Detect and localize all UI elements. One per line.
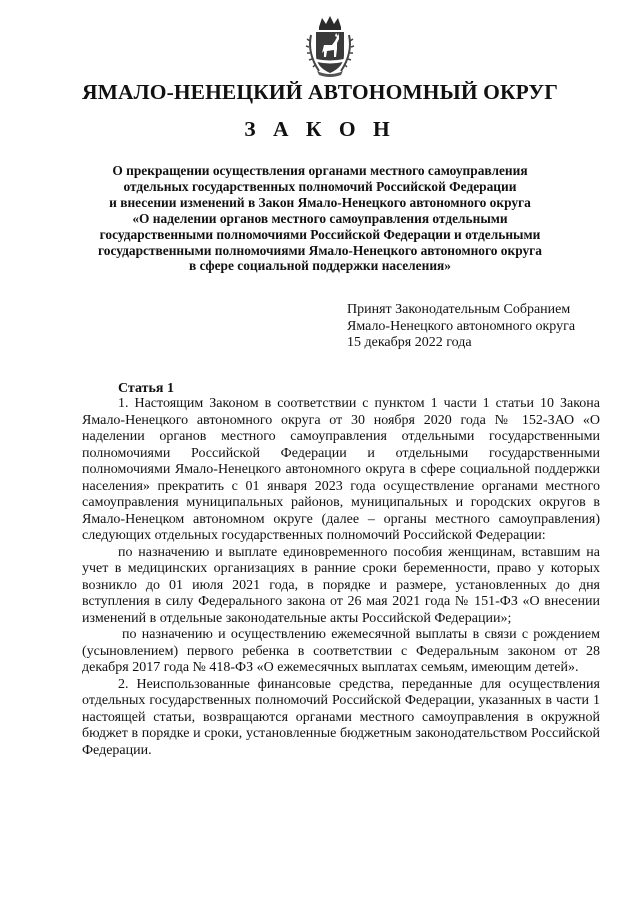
law-title-line: отдельных государственных полномочий Российской Федерации	[123, 178, 517, 194]
law-title-line: и внесении изменений в Закон Ямало-Ненецкого автономного округа	[109, 194, 531, 210]
article-paragraph: по назначению и осуществлению ежемесячной выплаты в связи с рождением (усыновлением) первого ребенка в соответствии с Федеральным законом от 28 декабря 2017 года № 418-ФЗ «О ежемесячных выплатах семьям, имеющим детей».	[82, 627, 600, 675]
adoption-date: 15 декабря 2022 года	[347, 335, 472, 350]
adoption-note	[347, 302, 575, 352]
document-type-heading: З А К О Н	[244, 117, 396, 141]
law-title	[60, 163, 580, 274]
law-title-line: О прекращении осуществления органами местного самоуправления	[112, 163, 528, 178]
article-paragraph: 2. Неиспользованные финансовые средства, переданные для осуществления отдельных государственных полномочий Российской Федерации, указанных в части 1 настоящей статьи, возвращаются органами местного самоуправления в окружной бюджет в порядке и сроки, установленные бюджетным законодательством Российской Федерации.	[82, 676, 600, 758]
law-title-line: государственными полномочиями Ямало-Ненецкого автономного округа	[98, 242, 542, 258]
law-title-line: государственными полномочиями Российской Федерации и отдельными	[99, 226, 541, 242]
region-heading: ЯМАЛО-НЕНЕЦКИЙ АВТОНОМНЫЙ ОКРУГ	[81, 80, 559, 104]
article-title: Статья 1	[118, 381, 174, 396]
law-title-line: в сфере социальной поддержки населения»	[189, 258, 451, 274]
article-body	[82, 396, 600, 759]
coat-of-arms-icon	[305, 13, 355, 79]
article-paragraph: по назначению и выплате единовременного пособия женщинам, вставшим на учет в медицинских организациях в ранние сроки беременности, право у которых возникло до 01 июля 2021 года, в порядке и размере, установленных до дня вступления в силу Федерального закона от 26 мая 2021 года № 151-ФЗ «О внесении изменений в отдельные законодательные акты Российской Федерации»;	[82, 544, 600, 626]
adoption-line: Ямало-Ненецкого автономного округа	[347, 318, 576, 334]
law-title-line: «О наделении органов местного самоуправления отдельными	[132, 210, 508, 226]
adoption-line: Принят Законодательным Собранием	[347, 302, 571, 317]
article-paragraph: 1. Настоящим Законом в соответствии с пунктом 1 части 1 статьи 10 Закона Ямало-Ненецкого автономного округа от 30 ноября 2020 года № 152-ЗАО «О наделении органов местного самоуправления отдельными государственными полномочиями Российской Федерации и отдельными государственными полномочиями Ямало-Ненецкого автономного округа в сфере социальной поддержки населения» прекратить с 01 января 2023 года осуществление органами местного самоуправления муниципальных районов, муниципальных и городских округов в Ямало-Ненецком автономном округе (далее – органы местного самоуправления) следующих отдельных государственных полномочий Российской Федерации:	[82, 396, 600, 543]
